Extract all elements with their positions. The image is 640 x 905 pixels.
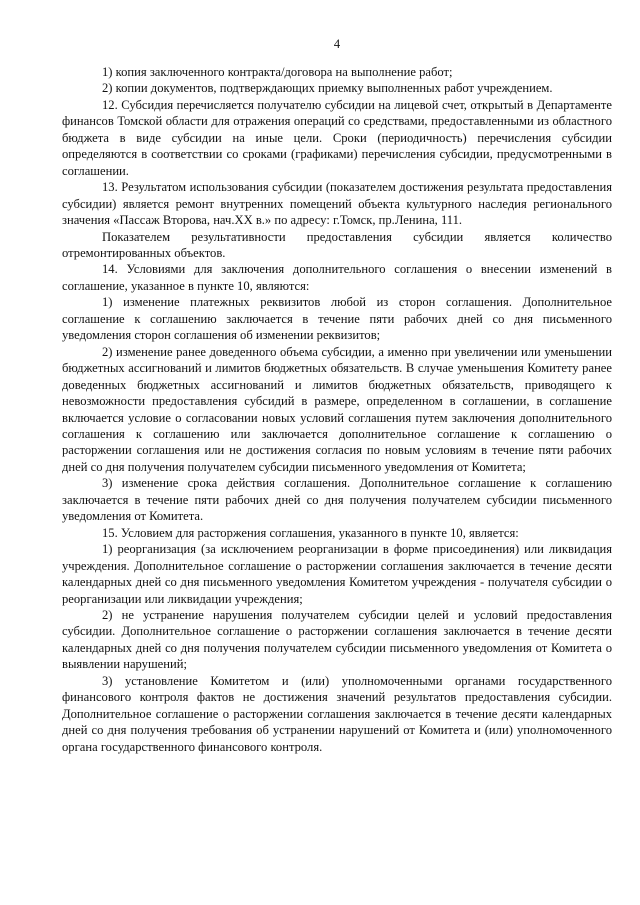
paragraph-performance-indicator: Показателем результативности предоставления субсидии является количество отремонтированных объектов. [62,229,612,260]
paragraph-15-item-2: 2) не устранение нарушения получателем субсидии целей и условий предоставления субсидии. Дополнительное соглашение о расторжении соглашения заключается в течение десяти календарных дней со дня получения получателем субсидии письменного уведомления от Комитета о выявлении нарушений; [62,607,612,672]
paragraph-14-item-2: 2) изменение ранее доведенного объема субсидии, а именно при увеличении или уменьшении бюджетных ассигнований и лимитов бюджетных обязательств. В случае уменьшения Комитету ранее доведенных бюджетных ассигнований и лимитов бюджетных обязательств, приводящего к невозможности предоставления субсидий в размере, определенном в соглашении, в соглашение включается условие о согласовании новых условий соглашения путем заключения дополнительного соглашения к соглашению или заключается дополнительное соглашение к соглашению о расторжении соглашения или не достижения согласия по новым условиям в течение пяти рабочих дней со дня получения получателем субсидии письменного уведомления от Комитета; [62,344,612,474]
paragraph-15-item-3: 3) установление Комитетом и (или) уполномоченными органами государственного финансового контроля фактов не достижения значений результатов предоставления субсидии. Дополнительное соглашение о расторжении соглашения заключается в течение десяти календарных дней со дня получения требования об устранении нарушений от Комитета и (или) уполномоченного органа государственного финансового контроля. [62,673,612,754]
paragraph-15-termination-condition: 15. Условием для расторжения соглашения, указанного в пункте 10, является: [102,525,519,540]
paragraph-13-result: 13. Результатом использования субсидии (показателем достижения результата предоставления субсидии) является ремонт внутренних помещений объекта культурного наследия регионального значения «Пассаж Второва, нач.XX в.» по адресу: г.Томск, пр.Ленина, 111. [62,180,612,228]
paragraph-14-amendment-conditions: 14. Условиями для заключения дополнительного соглашения о внесении изменений в соглашение, указанное в пункте 10, являются: [62,262,612,293]
paragraph-copy-contract: 1) копия заключенного контракта/договора на выполнение работ; [102,65,453,79]
paragraph-15-item-1: 1) реорганизация (за исключением реорганизации в форме присоединения) или ликвидация учреждения. Дополнительное соглашение о расторжении соглашения заключается в течение десяти календарных дней со дня письменного уведомления Комитетом учреждения - получателя субсидии о реорганизации или ликвидации учреждения; [62,542,612,606]
paragraph-14-item-1: 1) изменение платежных реквизитов любой из сторон соглашения. Дополнительное соглашение к соглашению заключается в течение пяти рабочих дней со дня письменного уведомления сторон соглашения об изменении реквизитов; [62,295,612,343]
document-page [62,36,612,755]
paragraph-12-transfer: 12. Субсидия перечисляется получателю субсидии на лицевой счет, открытый в Департаменте финансов Томской области для отражения операций со средствами, предоставленными из областного бюджета в виде субсидии на иные цели. Сроки (периодичность) перечисления субсидии определяются в соответствии со сроками (графиками) перечисления субсидии, предусмотренными в соглашении. [62,97,612,178]
page-number: 4 [333,37,341,51]
paragraph-14-item-3: 3) изменение срока действия соглашения. Дополнительное соглашение к соглашению заключается в течение пяти рабочих дней со дня получения получателем субсидии письменного уведомления от Комитета. [62,476,612,524]
paragraph-copy-documents: 2) копии документов, подтверждающих приемку выполненных работ учреждением. [102,81,553,96]
